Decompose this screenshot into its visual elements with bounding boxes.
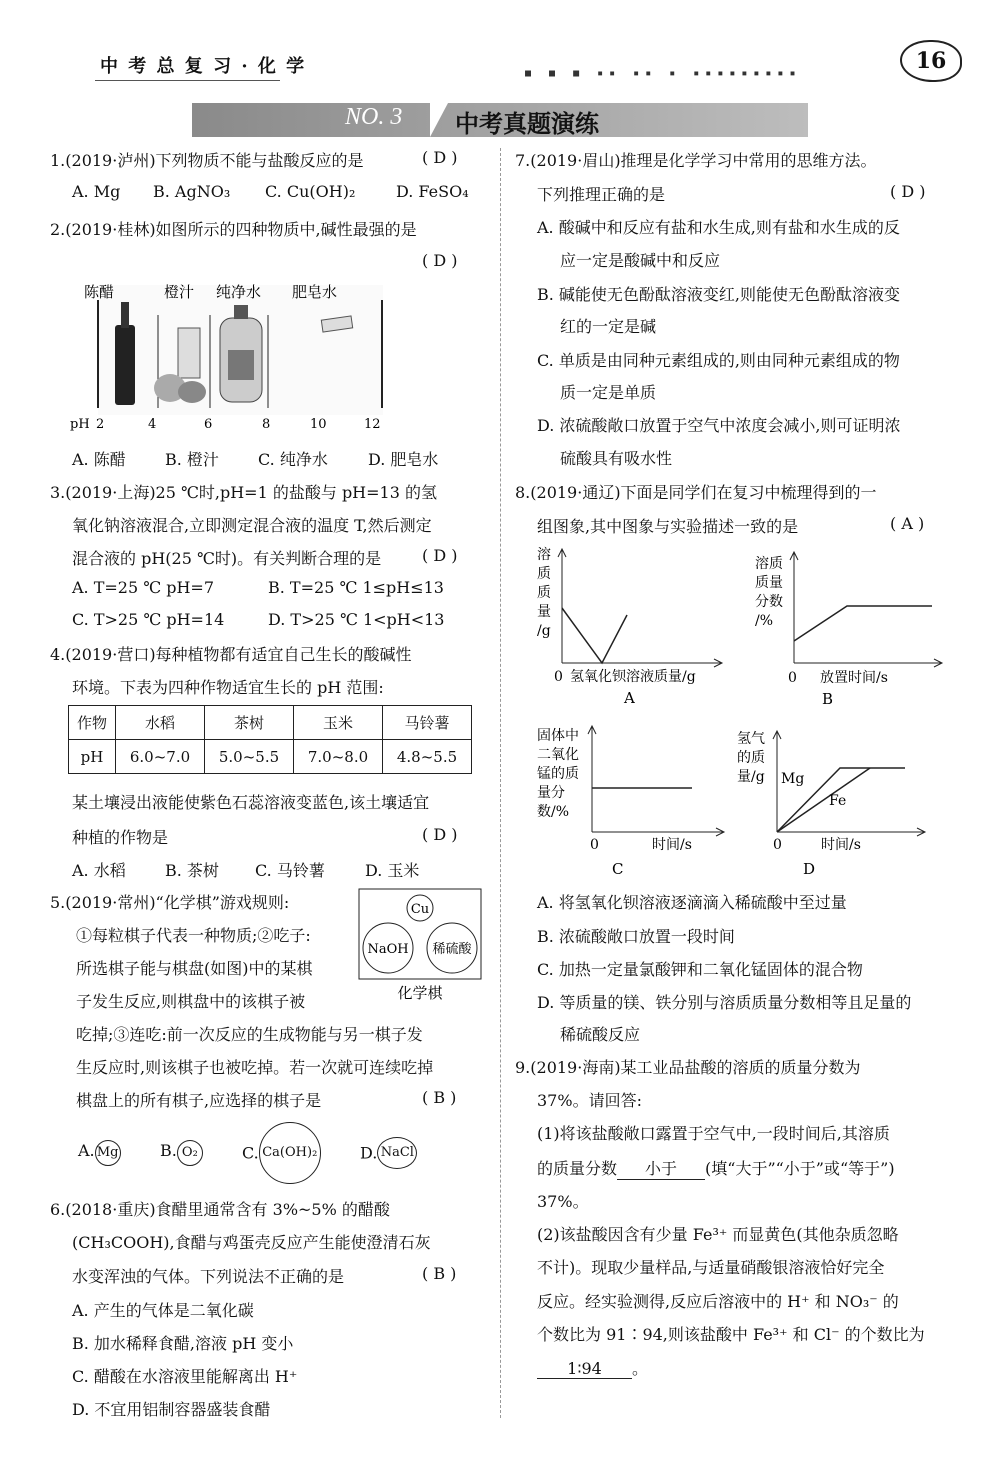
q9-line-7: 不计)。现取少量样品,与适量硝酸银溶液恰好完全 [537,1258,885,1277]
q7-option-d-2: 硫酸具有吸水性 [560,449,673,468]
svg-text:氢气: 氢气 [737,731,765,747]
q2-answer: ( D ) [422,251,458,270]
q8-option-c: C. 加热一定量氯酸钾和二氧化锰固体的混合物 [537,960,863,979]
q2-ph-figure [70,280,390,435]
q2-label-vinegar: 陈醋 [84,283,115,301]
q2-ph-label: pH [70,417,90,432]
q5-line-1: 5.(2019·常州)“化学棋”游戏规则: [50,893,290,912]
svg-text:锰的质: 锰的质 [537,766,579,782]
q8-option-b: B. 浓硫酸敞口放置一段时间 [537,927,735,946]
q6-line-2: (CH₃COOH),食醋与鸡蛋壳反应产生能使澄清石灰 [72,1233,431,1252]
q5-piece-acid: 稀硫酸 [432,942,472,957]
q4-line-1: 4.(2019·营口)每种植物都有适宜自己生长的酸碱性 [50,645,412,664]
q2-label-soap: 肥皂水 [292,283,338,301]
q8-graph-c [534,722,734,882]
q2-tick-8: 8 [262,417,271,432]
q8-graph-b [752,548,952,710]
svg-text:时间/s: 时间/s [652,837,692,853]
q3-line-1: 3.(2019·上海)25 ℃时,pH=1 的盐酸与 pH=13 的氢 [50,483,437,502]
q6-option-c: C. 醋酸在水溶液里能解离出 H⁺ [72,1367,298,1386]
q6-answer: ( B ) [422,1264,457,1283]
q1-option-a: A. Mg [72,182,121,201]
q2-tick-10: 10 [310,417,327,432]
q9-line-6: (2)该盐酸因含有少量 Fe³⁺ 而显黄色(其他杂质忽略 [537,1225,899,1244]
svg-text:D: D [803,860,816,878]
q7-option-b-1: B. 碱能使无色酚酞溶液变红,则能使无色酚酞溶液变 [537,285,901,304]
q5-option-b: B. O₂ [160,1140,203,1166]
q5-piece-nacl: NaCl [377,1137,417,1169]
svg-text:质: 质 [537,585,551,601]
svg-text:固体中: 固体中 [537,728,579,744]
svg-text:量: 量 [537,604,551,620]
q6-option-a: A. 产生的气体是二氧化碳 [72,1301,254,1320]
q4-cell-tea: 5.0~5.5 [205,740,294,774]
svg-text:0: 0 [590,837,599,853]
q7-option-c-2: 质一定是单质 [560,383,657,402]
banner-number: NO. 3 [345,104,403,130]
svg-text:质量: 质量 [755,575,783,591]
q5-option-a: A. Mg [78,1140,121,1166]
q9-line-4: 的质量分数 小于 (填“大于”“小于”或“等于”) [537,1156,895,1180]
q4-answer: ( D ) [422,825,458,844]
q5-piece-caoh2: Ca(OH)₂ [259,1122,321,1184]
q7-option-b-2: 红的一定是碱 [560,317,657,336]
q3-line-3: 混合液的 pH(25 ℃时)。有关判断合理的是 [72,549,382,568]
q9-blank-1[interactable]: 小于 [617,1156,705,1180]
q8-line-1: 8.(2019·通辽)下面是同学们在复习中梳理得到的一 [515,483,877,502]
svg-text:/g: /g [537,623,551,639]
q4-option-a: A. 水稻 [72,861,126,880]
q4-row-label: pH [69,740,116,774]
q2-label-juice: 橙汁 [164,283,195,301]
svg-text:二氧化: 二氧化 [537,747,579,763]
q4-cell-potato: 4.8~5.5 [383,740,472,774]
svg-text:的质: 的质 [737,750,765,766]
q8-line-2: 组图象,其中图象与实验描述一致的是 [537,517,799,536]
q4-ph-table [68,705,472,774]
q6-option-d: D. 不宜用铝制容器盛装食醋 [72,1400,271,1419]
column-divider [500,148,501,1418]
q9-blank-2[interactable]: 1∶94 [537,1359,632,1379]
q5-line-3: 所选棋子能与棋盘(如图)中的某棋 [76,959,313,978]
svg-text:0: 0 [554,669,563,685]
q4-header-crop: 作物 [69,706,116,740]
q1-option-b: B. AgNO₃ [153,182,231,201]
q8-option-d-1: D. 等质量的镁、铁分别与溶质质量分数相等且足量的 [537,993,912,1012]
q2-label-water: 纯净水 [216,283,262,301]
svg-text:量分: 量分 [537,785,565,801]
svg-text:氢氧化钡溶液质量/g: 氢氧化钡溶液质量/g [570,669,696,685]
q8-option-a: A. 将氢氧化钡溶液逐滴滴入稀硫酸中至过量 [537,893,847,912]
decorative-dots: ■ ■ ■ ▪▪ ▪▪ ▪ ▪▪▪▪▪▪▪▪▪ [525,68,802,79]
q7-option-a-2: 应一定是酸碱中和反应 [560,251,721,270]
q7-option-c-1: C. 单质是由同种元素组成的,则由同种元素组成的物 [537,351,900,370]
svg-text:质: 质 [537,566,551,582]
q3-option-b: B. T=25 ℃ 1≤pH≤13 [268,578,444,597]
q2-option-d: D. 肥皂水 [368,450,439,469]
q5-board-caption: 化学棋 [397,984,443,1002]
q4-header-corn: 玉米 [294,706,383,740]
svg-text:0: 0 [773,837,782,853]
q6-line-3: 水变浑浊的气体。下列说法不正确的是 [72,1267,345,1286]
q5-piece-cu: Cu [410,902,430,917]
svg-text:量/g: 量/g [737,769,765,785]
q1-option-d: D. FeSO₄ [396,182,469,201]
q2-tick-4: 4 [148,417,157,432]
q2-tick-12: 12 [364,417,381,432]
q7-option-d-1: D. 浓硫酸敞口放置于空气中浓度会减小,则可证明浓 [537,416,901,435]
svg-text:溶质: 溶质 [755,556,783,572]
q8-answer: ( A ) [890,514,925,533]
q2-option-a: A. 陈醋 [72,450,126,469]
q5-option-d: D. NaCl [360,1137,417,1169]
q4-cell-rice: 6.0~7.0 [116,740,205,774]
banner-divider-shape [430,103,448,137]
svg-text:时间/s: 时间/s [821,837,861,853]
q4-header-rice: 水稻 [116,706,205,740]
q5-line-4: 子发生反应,则棋盘中的该棋子被 [76,992,306,1011]
q3-option-c: C. T>25 ℃ pH=14 [72,610,225,629]
svg-text:Mg: Mg [781,771,805,787]
q5-answer: ( B ) [422,1088,457,1107]
q5-piece-o2: O₂ [177,1140,203,1166]
q9-line-2: 37%。请回答: [537,1091,642,1110]
svg-text:溶: 溶 [537,547,551,563]
q1-option-c: C. Cu(OH)₂ [265,182,356,201]
q9-line-5: 37%。 [537,1192,589,1211]
q5-line-5: 吃掉;③连吃:前一次反应的生成物能与另一棋子发 [76,1025,423,1044]
q9-line-10: 1∶94 。 [537,1356,648,1379]
q4-cell-corn: 7.0~8.0 [294,740,383,774]
q5-piece-mg: Mg [95,1140,121,1166]
q2-option-b: B. 橙汁 [165,450,219,469]
header-rule [95,80,280,81]
svg-text:分数: 分数 [755,594,783,610]
svg-text:放置时间/s: 放置时间/s [820,670,888,686]
q4-header-potato: 马铃薯 [383,706,472,740]
q8-graph-a-curve [562,608,627,663]
svg-text:C: C [612,860,624,878]
header-title: 中 考 总 复 习 · 化 学 [100,56,307,77]
q3-option-a: A. T=25 ℃ pH=7 [72,578,215,597]
q5-option-c: C. Ca(OH)₂ [242,1122,321,1184]
q1-stem: 1.(2019·泸州)下列物质不能与盐酸反应的是 [50,151,364,170]
q8-graph-b-curve [794,606,932,641]
q4-header-tea: 茶树 [205,706,294,740]
svg-text:A: A [624,689,635,707]
svg-text:数/%: 数/% [537,804,570,820]
q7-line-1: 7.(2019·眉山)推理是化学学习中常用的思维方法。 [515,151,877,170]
q7-line-2: 下列推理正确的是 [537,185,666,204]
svg-text:0: 0 [788,670,797,686]
q9-line-9: 个数比为 91∶94,则该盐酸中 Fe³⁺ 和 Cl⁻ 的个数比为 [537,1325,925,1344]
q5-piece-naoh: NaOH [367,942,409,957]
page-number: 16 [900,40,962,82]
q8-graph-a [532,545,732,710]
q6-option-b: B. 加水稀释食醋,溶液 pH 变小 [72,1334,294,1353]
q3-answer: ( D ) [422,546,458,565]
q4-option-d: D. 玉米 [365,861,420,880]
svg-text:Fe: Fe [829,793,847,809]
q7-answer: ( D ) [890,182,926,201]
q5-line-2: ①每粒棋子代表一种物质;②吃子: [76,926,311,945]
q8-option-d-2: 稀硫酸反应 [560,1025,641,1044]
q7-option-a-1: A. 酸碱中和反应有盐和水生成,则有盐和水生成的反 [537,218,900,237]
q9-line-1: 9.(2019·海南)某工业品盐酸的溶质的质量分数为 [515,1058,861,1077]
svg-text:B: B [822,690,834,708]
q4-option-c: C. 马铃薯 [255,861,325,880]
q6-line-1: 6.(2018·重庆)食醋里通常含有 3%~5% 的醋酸 [50,1200,390,1219]
q4-option-b: B. 茶树 [165,861,219,880]
q3-option-d: D. T>25 ℃ 1<pH<13 [268,610,445,629]
q2-stem: 2.(2019·桂林)如图所示的四种物质中,碱性最强的是 [50,220,417,239]
q5-line-7: 棋盘上的所有棋子,应选择的棋子是 [76,1091,322,1110]
q4-after-2: 种植的作物是 [72,828,169,847]
q2-tick-6: 6 [204,417,213,432]
svg-text:/%: /% [755,613,774,629]
q4-line-2: 环境。下表为四种作物适宜生长的 pH 范围: [72,678,384,697]
q4-after-1: 某土壤浸出液能使紫色石蕊溶液变蓝色,该土壤适宜 [72,793,430,812]
q5-chess-board [358,888,483,1006]
q2-tick-2: 2 [96,417,105,432]
q1-answer: ( D ) [422,148,458,167]
q8-graph-d [735,727,935,882]
q9-line-3: (1)将该盐酸敞口露置于空气中,一段时间后,其溶质 [537,1124,890,1143]
q3-line-2: 氧化钠溶液混合,立即测定混合液的温度 T,然后测定 [72,516,432,535]
q2-option-c: C. 纯净水 [258,450,328,469]
banner-title: 中考真题演练 [455,110,599,138]
q9-line-8: 反应。经实验测得,反应后溶液中的 H⁺ 和 NO₃⁻ 的 [537,1292,899,1311]
q5-line-6: 生反应时,则该棋子也被吃掉。若一次就可连续吃掉 [76,1058,434,1077]
